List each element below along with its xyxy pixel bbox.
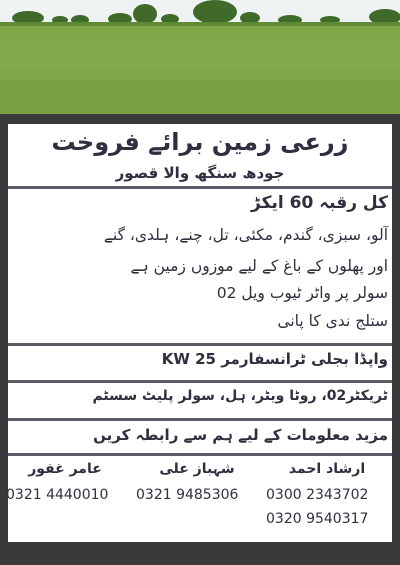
- area-text: کل رقبہ 60 ایکڑ: [251, 193, 388, 213]
- suitability-line: آلو، سبزی، گندم، مکئی، تل، چنے، ہلدی، گنے: [103, 226, 388, 244]
- divider: [8, 453, 392, 456]
- contact-name: شہباز علی: [159, 461, 235, 477]
- equipment-text: ٹریکٹر02، روٹا ویٹر، ہل، سولر پلیٹ سسٹم: [92, 388, 388, 404]
- transformer-text: واپڈا بجلی ٹرانسفارمر 25 KW: [161, 350, 388, 368]
- contact-prompt: مزید معلومات کے لیے ہم سے رابطہ کریں: [93, 426, 388, 444]
- field-photo-drawing: [0, 0, 400, 118]
- water-line: سولر پر واٹر ٹیوب ویل 02: [216, 284, 388, 302]
- contact-name: عامر غفور: [28, 461, 102, 477]
- contact-phone[interactable]: 0321 9485306: [136, 487, 239, 503]
- frame-top: [0, 114, 400, 124]
- water-line: ستلج ندی کا پانی: [277, 312, 388, 330]
- divider: [8, 186, 392, 189]
- contact-phone[interactable]: 0320 9540317: [266, 511, 369, 527]
- location-text: جودھ سنگھ والا قصور: [115, 164, 285, 182]
- contact-name: ارشاد احمد: [288, 461, 366, 477]
- divider: [8, 418, 392, 421]
- contact-phone[interactable]: 0321 4440010: [6, 487, 109, 503]
- divider: [8, 380, 392, 383]
- page-title: زرعی زمین برائے فروخت: [51, 128, 349, 156]
- divider: [8, 343, 392, 346]
- suitability-line: اور پھلوں کے باغ کے لیے موزوں زمین ہے: [130, 257, 388, 275]
- frame-bottom: [0, 542, 400, 565]
- field-photo: [0, 0, 400, 118]
- frame-left: [0, 124, 8, 542]
- frame-right: [392, 124, 400, 542]
- contact-phone[interactable]: 0300 2343702: [266, 487, 369, 503]
